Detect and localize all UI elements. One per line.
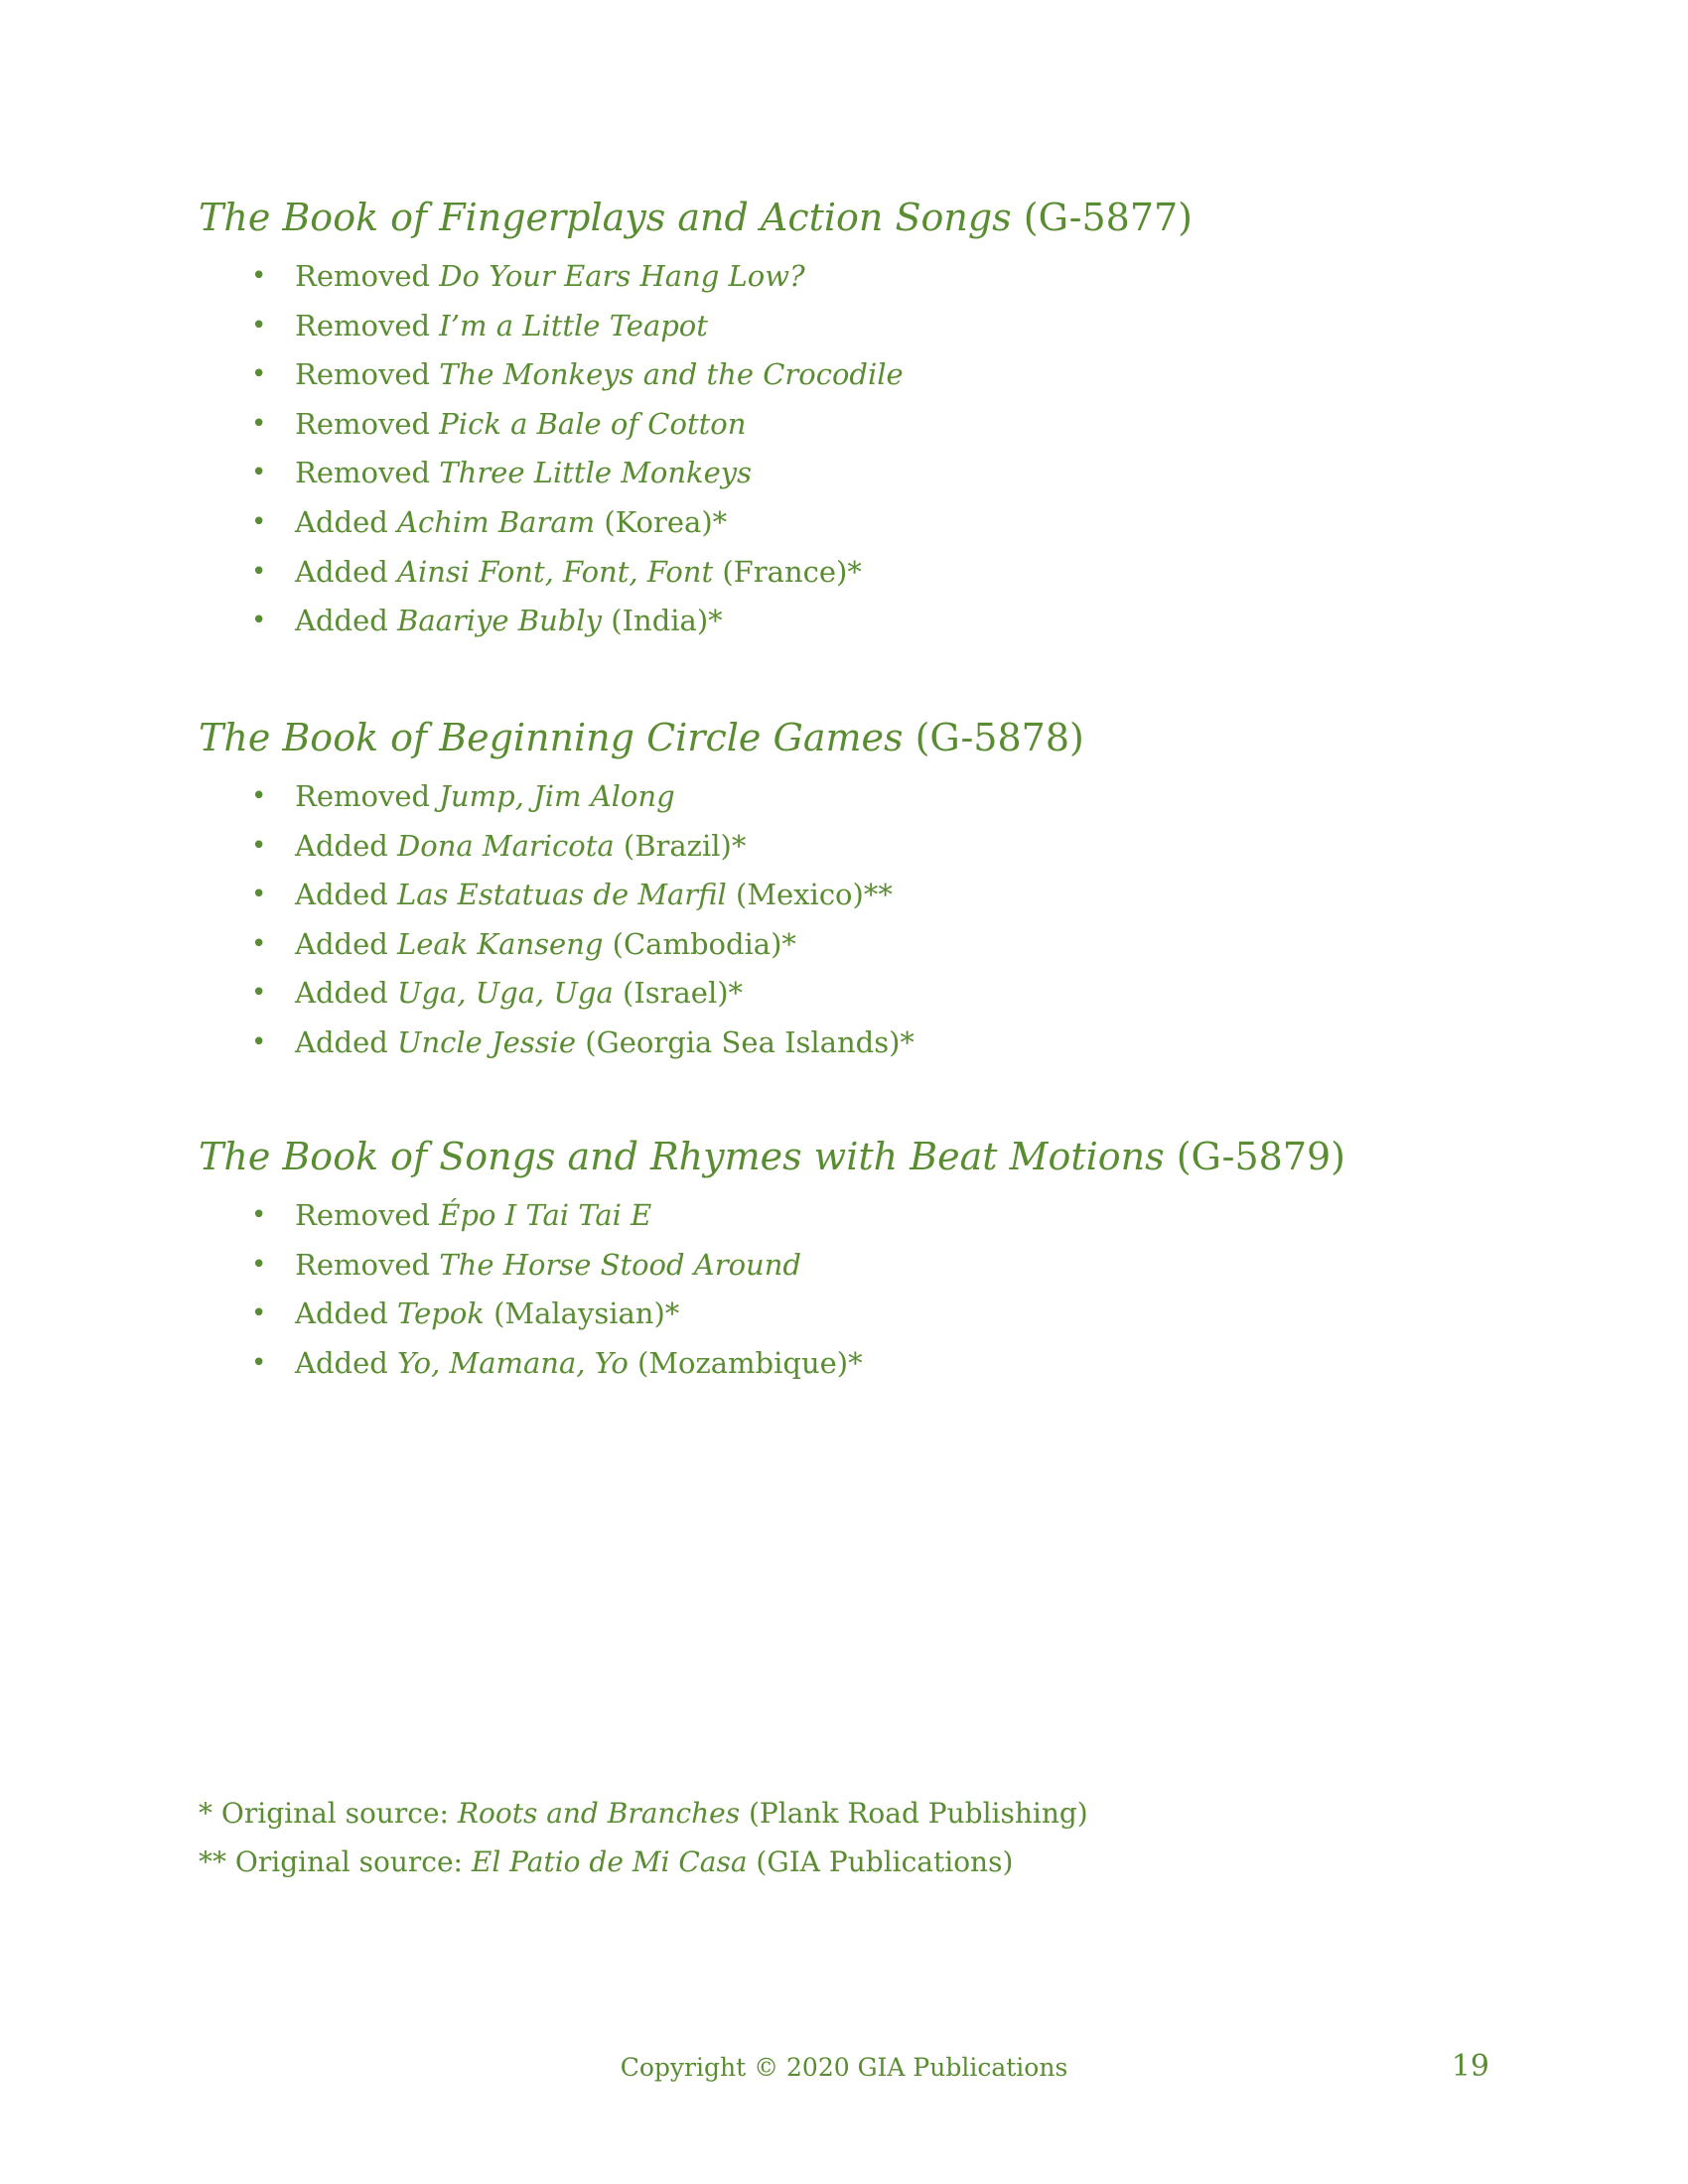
bullet-icon: •: [251, 1347, 267, 1378]
list-item: • Removed Three Little Monkeys: [248, 449, 1489, 498]
list-item: • Removed Épo I Tai Tai E: [248, 1191, 1489, 1241]
section-title: [199, 713, 1489, 762]
bullet-icon: •: [251, 506, 267, 537]
list-item: • Added Uncle Jessie (Georgia Sea Islands)*: [248, 1019, 1489, 1068]
list-item: • Removed Jump, Jim Along: [248, 772, 1489, 822]
list-item: • Added Las Estatuas de Marfil (Mexico)**: [248, 871, 1489, 920]
bullet-icon: •: [251, 1200, 267, 1230]
bullet-icon: •: [251, 359, 267, 390]
bullet-icon: •: [251, 880, 267, 910]
bullet-icon: •: [251, 261, 267, 291]
bullet-icon: •: [251, 1026, 267, 1057]
list-item: • Added Yo, Mamana, Yo (Mozambique)*: [248, 1339, 1489, 1389]
bullet-icon: •: [251, 928, 267, 959]
bullet-icon: •: [251, 1298, 267, 1329]
bullet-icon: •: [251, 408, 267, 439]
bullet-icon: •: [251, 978, 267, 1009]
copyright-notice: Copyright © 2020 GIA Publications: [620, 2053, 1068, 2082]
list-item: • Added Baariye Bubly (India)*: [248, 597, 1489, 646]
footnote: * Original source: Roots and Branches (Plank Road Publishing): [199, 1797, 1088, 1830]
book-code: (G-5879): [1164, 1135, 1345, 1178]
book-code: (G-5878): [903, 716, 1084, 759]
bullet-icon: •: [251, 310, 267, 341]
list-item: • Added Achim Baram (Korea)*: [248, 498, 1489, 548]
list-item: • Added Ainsi Font, Font, Font (France)*: [248, 548, 1489, 598]
book-title: The Book of Fingerplays and Action Songs: [199, 196, 1012, 239]
footnotes: [199, 1789, 1489, 1886]
list-item: • Added Tepok (Malaysian)*: [248, 1290, 1489, 1339]
book-title: The Book of Songs and Rhymes with Beat Motions: [199, 1135, 1165, 1178]
bullet-icon: •: [251, 1249, 267, 1280]
page-number: 19: [1451, 2049, 1489, 2084]
section-title: [199, 193, 1489, 242]
bullet-icon: •: [251, 606, 267, 636]
list-item: • Removed Pick a Bale of Cotton: [248, 400, 1489, 450]
bullet-icon: •: [251, 781, 267, 811]
change-list: [199, 252, 1489, 646]
section-circle-games: [199, 713, 1489, 1068]
section-title: [199, 1132, 1489, 1181]
footnote: ** Original source: El Patio de Mi Casa (GIA Publications): [199, 1845, 1014, 1878]
book-title: The Book of Beginning Circle Games: [199, 716, 904, 759]
list-item: • Added Leak Kanseng (Cambodia)*: [248, 920, 1489, 970]
bullet-icon: •: [251, 556, 267, 587]
list-item: • Removed The Horse Stood Around: [248, 1241, 1489, 1291]
bullet-icon: •: [251, 830, 267, 861]
list-item: • Removed I’m a Little Teapot: [248, 302, 1489, 351]
change-list: [199, 772, 1489, 1068]
list-item: • Added Dona Maricota (Brazil)*: [248, 822, 1489, 872]
bullet-icon: •: [251, 458, 267, 488]
book-code: (G-5877): [1011, 196, 1194, 239]
section-beat-motions: [199, 1132, 1489, 1388]
list-item: • Added Uga, Uga, Uga (Israel)*: [248, 969, 1489, 1019]
list-item: • Removed Do Your Ears Hang Low?: [248, 252, 1489, 302]
section-fingerplays: [199, 193, 1489, 646]
change-list: [199, 1191, 1489, 1388]
list-item: • Removed The Monkeys and the Crocodile: [248, 350, 1489, 400]
